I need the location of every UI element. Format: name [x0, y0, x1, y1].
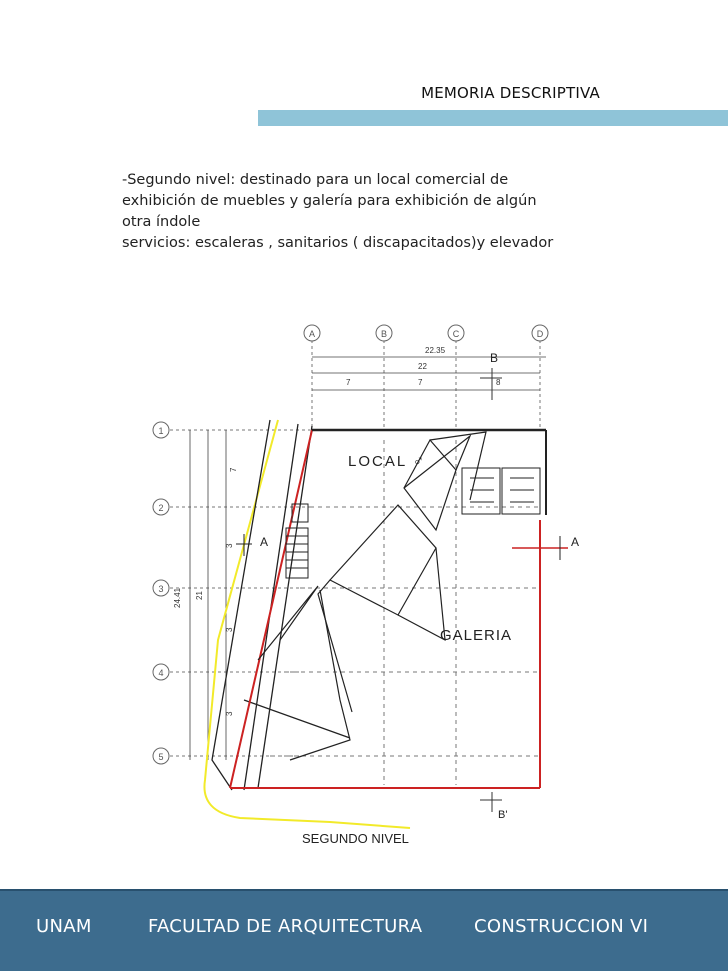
footer-course: CONSTRUCCION VI [474, 916, 649, 937]
dim-bay-1: 7 [346, 378, 351, 387]
column-axis-D [532, 325, 548, 341]
dim-bay-2: 7 [418, 378, 423, 387]
svg-text:B: B [380, 329, 388, 339]
svg-text:1: 1 [158, 426, 164, 436]
row-axis-5 [153, 748, 169, 764]
footer-unam: UNAM [36, 916, 92, 937]
svg-text:3: 3 [158, 584, 164, 594]
room-label-local: LOCAL ♂ [348, 453, 427, 470]
room-label-galeria: GALERIA [440, 627, 513, 644]
row-axis-1 [153, 422, 169, 438]
svg-text:2: 2 [158, 503, 164, 513]
description-line-1: -Segundo nivel: destinado para un local comercial de [122, 172, 509, 188]
svg-text:B: B [490, 351, 499, 365]
section-b-prime-marker [480, 792, 507, 821]
row-axis-3 [153, 580, 169, 596]
dim-total-inner: 22 [418, 362, 427, 371]
dim-bay-3: 8 [496, 378, 501, 387]
svg-text:A: A [571, 535, 580, 549]
svg-text:A: A [308, 329, 316, 339]
dim-left-bay-4: 3 [225, 711, 234, 716]
dim-total-outer: 22.35 [425, 346, 446, 355]
row-axis-2 [153, 499, 169, 515]
dim-left-bay-1: 7 [229, 467, 238, 472]
dim-left-inner: 21 [195, 591, 204, 600]
svg-text:C: C [452, 329, 460, 339]
title-accent-bar [258, 110, 728, 126]
column-axis-A [304, 325, 320, 341]
svg-text:B': B' [498, 809, 508, 821]
page-title: MEMORIA DESCRIPTIVA [421, 84, 600, 102]
section-b-marker [480, 351, 502, 400]
column-axis-B [376, 325, 392, 341]
svg-text:D: D [536, 329, 544, 339]
description-block [122, 170, 682, 254]
description-line-3: otra índole [122, 214, 201, 230]
stairs [286, 504, 308, 578]
svg-text:A: A [260, 535, 269, 549]
footer-faculty: FACULTAD DE ARQUITECTURA [148, 916, 423, 937]
svg-text:5: 5 [158, 752, 164, 762]
description-line-4: servicios: escaleras , sanitarios ( discapacitados)y elevador [122, 235, 554, 251]
dim-left-bay-2: 3 [225, 543, 234, 548]
column-axis-C [448, 325, 464, 341]
description-line-2: exhibición de muebles y galería para exhibición de algún [122, 193, 537, 209]
dim-left-total: 24.41 [173, 587, 182, 608]
footer-bar [0, 889, 728, 971]
floor-plan-drawing [0, 318, 728, 853]
dim-left-bay-3: 3 [225, 627, 234, 632]
plan-caption: SEGUNDO NIVEL [302, 831, 409, 846]
section-a-right-marker [512, 535, 579, 560]
svg-text:4: 4 [158, 668, 164, 678]
row-axis-4 [153, 664, 169, 680]
